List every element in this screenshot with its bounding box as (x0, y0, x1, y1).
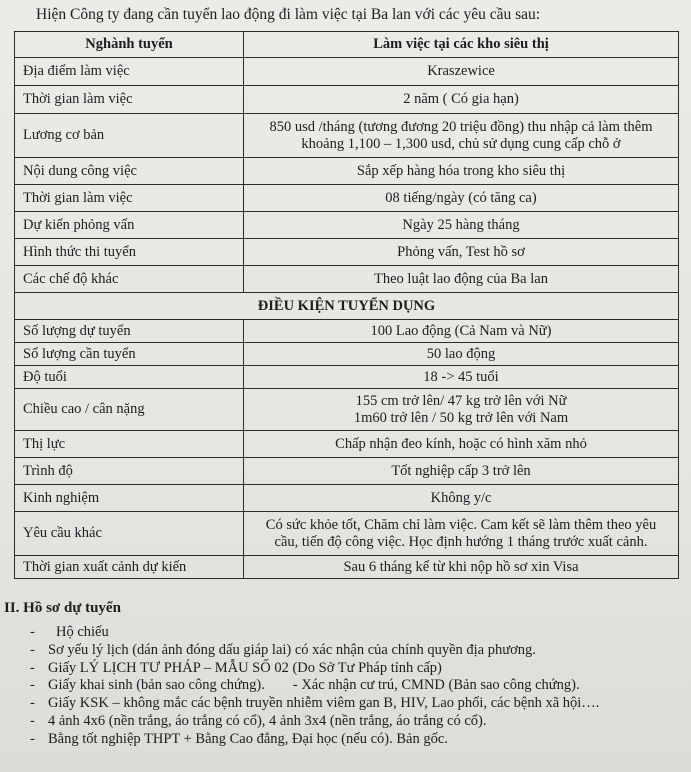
table-row (15, 86, 679, 114)
row-label: Thời gian làm việc (15, 86, 244, 114)
row-value-line: khoảng 1,100 – 1,300 usd, chủ sử dụng cung cấp chỗ ở (301, 135, 621, 152)
row-label: Thời gian làm việc (15, 185, 244, 212)
row-value-line: 1m60 trở lên / 50 kg trở lên với Nam (353, 409, 569, 426)
row-label: Độ tuổi (15, 366, 244, 389)
row-label: Địa điểm làm việc (15, 58, 244, 86)
row-value: 18 -> 45 tuổi (244, 366, 679, 389)
row-label: Dự kiến phỏng vấn (15, 212, 244, 239)
list-item: - 4 ảnh 4x6 (nền trắng, áo trắng có cổ), 4 ảnh 3x4 (nền trắng, áo trắng có cổ). (30, 712, 487, 729)
table-row (15, 58, 679, 86)
table-row (15, 320, 679, 343)
row-value-line: Có sức khỏe tốt, Chăm chỉ làm việc. Cam kết sẽ làm thêm theo yêu (265, 516, 657, 533)
header-value: Làm việc tại các kho siêu thị (244, 32, 679, 58)
row-label: Số lượng dự tuyển (15, 320, 244, 343)
section2-title: II. Hồ sơ dự tuyển (4, 600, 121, 616)
row-label: Hình thức thi tuyển (15, 239, 244, 266)
row-value: Không y/c (244, 485, 679, 512)
list-item: - Sơ yếu lý lịch (dán ảnh đóng dấu giáp lai) có xác nhận của chính quyền địa phương. (30, 641, 536, 658)
row-value: Tốt nghiệp cấp 3 trở lên (244, 458, 679, 485)
list-item-text: Bằng tốt nghiệp THPT + Bằng Cao đẳng, Đại học (nếu có). Bản gốc. (48, 730, 448, 747)
row-value: Ngày 25 hàng tháng (244, 212, 679, 239)
row-label: Lương cơ bản (15, 114, 244, 158)
table-row (15, 239, 679, 266)
section-title-row (15, 293, 679, 320)
table-row (15, 512, 679, 556)
row-value (244, 114, 679, 158)
header-label: Nghành tuyển (15, 32, 244, 58)
list-item: - Giấy LÝ LỊCH TƯ PHÁP – MẪU SỐ 02 (Do Sở Tư Pháp tỉnh cấp) (30, 659, 442, 676)
row-value-line: 850 usd /tháng (tương đương 20 triệu đồng) thu nhập cả làm thêm (269, 118, 653, 135)
table-row (15, 266, 679, 293)
list-item: - Bằng tốt nghiệp THPT + Bằng Cao đẳng, Đại học (nếu có). Bản gốc. (30, 730, 448, 747)
list-item-dash: - (292, 677, 302, 694)
row-value-line: cầu, tiến độ công việc. Học định hướng 1 tháng trước xuất cảnh. (274, 533, 648, 550)
table-row (15, 158, 679, 185)
row-label: Số lượng cần tuyển (15, 343, 244, 366)
row-label: Nội dung công việc (15, 158, 244, 185)
table-row (15, 431, 679, 458)
table-row (15, 389, 679, 431)
document-list (30, 624, 599, 749)
table-row (15, 114, 679, 158)
list-item-text: Giấy LÝ LỊCH TƯ PHÁP – MẪU SỐ 02 (Do Sở Tư Pháp tỉnh cấp) (48, 659, 442, 676)
table-row (15, 185, 679, 212)
table-row (15, 458, 679, 485)
row-value (244, 512, 679, 556)
list-item: - Giấy khai sinh (bản sao công chứng). - Xác nhận cư trú, CMND (Bản sao công chứng). (30, 677, 580, 694)
row-value-line: 155 cm trở lên/ 47 kg trở lên với Nữ (355, 392, 567, 409)
row-label: Chiều cao / cân nặng (15, 389, 244, 431)
table-header-row (15, 32, 679, 58)
list-item-extra: Xác nhận cư trú, CMND (Bản sao công chứng). (301, 677, 580, 694)
table-row (15, 556, 679, 579)
list-item-text: Giấy KSK – không mắc các bệnh truyền nhiễm viêm gan B, HIV, Lao phổi, các bệnh xã hội…. (48, 695, 600, 712)
row-value: Sắp xếp hàng hóa trong kho siêu thị (244, 158, 679, 185)
list-item-text: Hộ chiếu (56, 624, 109, 640)
row-value: Phỏng vấn, Test hồ sơ (244, 239, 679, 266)
list-item: - Hộ chiếu (30, 624, 109, 640)
section-title: ĐIỀU KIỆN TUYỂN DỤNG (15, 293, 679, 320)
row-label: Kinh nghiệm (15, 485, 244, 512)
list-item-text: Sơ yếu lý lịch (dán ảnh đóng dấu giáp lai) có xác nhận của chính quyền địa phương. (48, 641, 536, 658)
table-row (15, 366, 679, 389)
row-value: Chấp nhận đeo kính, hoặc có hình xăm nhỏ (244, 431, 679, 458)
row-value: Sau 6 tháng kể từ khi nộp hồ sơ xin Visa (244, 556, 679, 579)
row-value: 2 năm ( Có gia hạn) (244, 86, 679, 114)
row-value (244, 389, 679, 431)
row-value: 08 tiếng/ngày (có tăng ca) (244, 185, 679, 212)
row-value: Kraszewice (244, 58, 679, 86)
intro-text: Hiện Công ty đang cần tuyển lao động đi làm việc tại Ba lan với các yêu cầu sau: (36, 6, 541, 23)
recruitment-table (14, 31, 679, 579)
list-item-text: 4 ảnh 4x6 (nền trắng, áo trắng có cổ), 4 ảnh 3x4 (nền trắng, áo trắng có cổ). (48, 712, 487, 729)
row-label: Trình độ (15, 458, 244, 485)
table-row (15, 343, 679, 366)
row-label: Thời gian xuất cảnh dự kiến (15, 556, 244, 579)
list-item: - Giấy KSK – không mắc các bệnh truyền nhiễm viêm gan B, HIV, Lao phổi, các bệnh xã hội…. (30, 695, 600, 712)
row-label: Các chế độ khác (15, 266, 244, 293)
list-item-text: Giấy khai sinh (bản sao công chứng). (48, 677, 265, 694)
row-label: Yêu cầu khác (15, 512, 244, 556)
table-row (15, 212, 679, 239)
row-value: Theo luật lao động của Ba lan (244, 266, 679, 293)
row-value: 50 lao động (244, 343, 679, 366)
row-value: 100 Lao động (Cả Nam và Nữ) (244, 320, 679, 343)
row-label: Thị lực (15, 431, 244, 458)
table-row (15, 485, 679, 512)
